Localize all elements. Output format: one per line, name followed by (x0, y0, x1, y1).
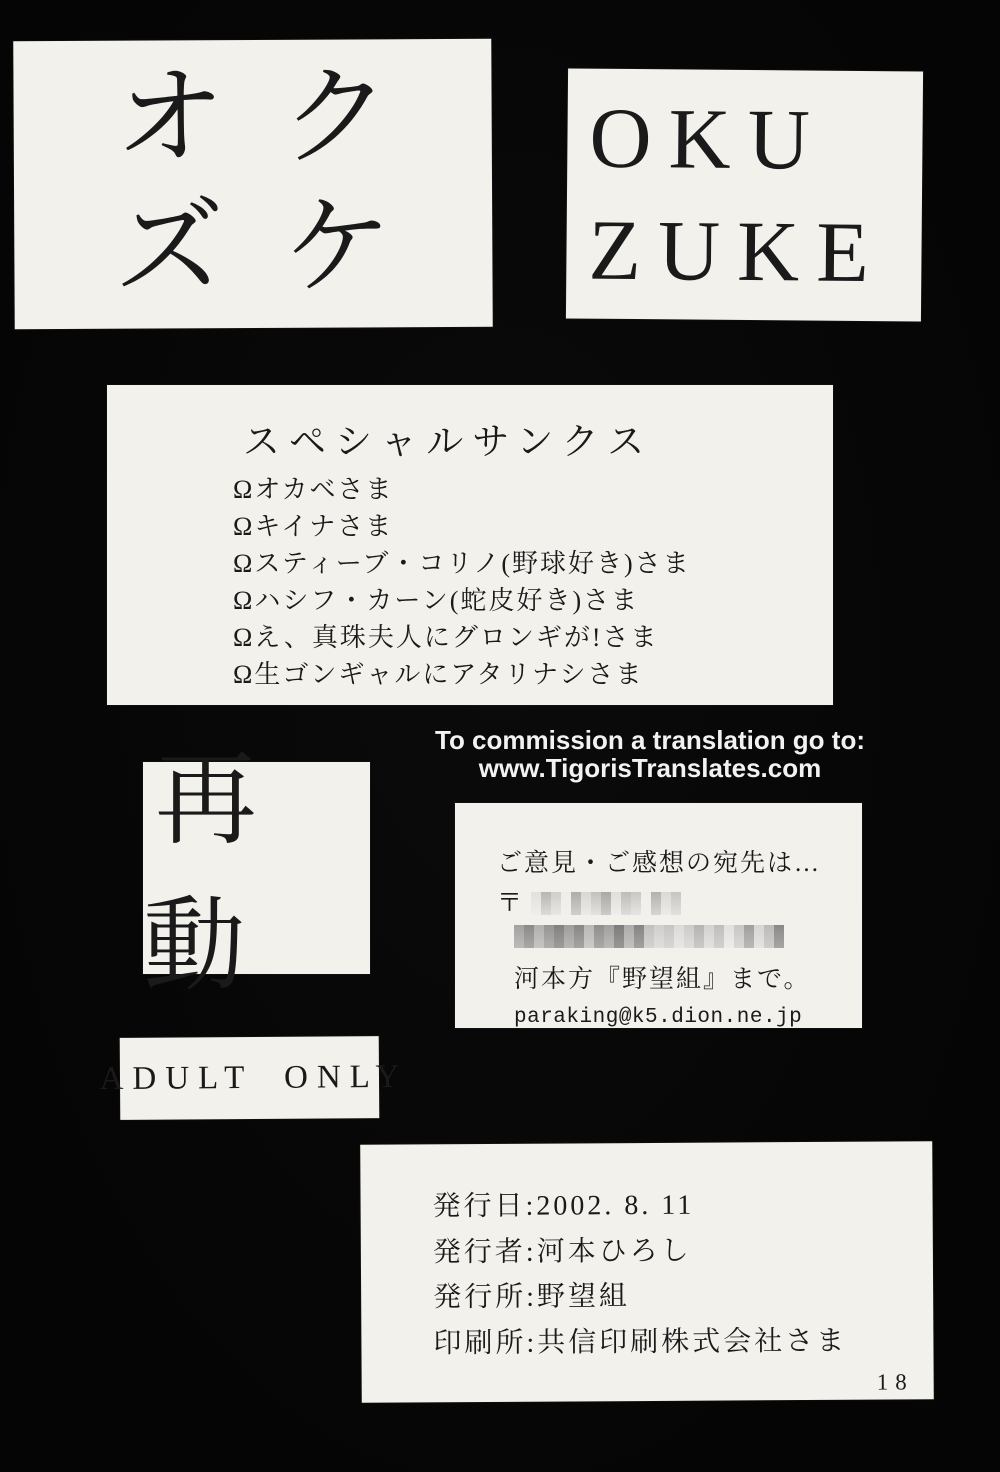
contact-box (455, 803, 862, 1028)
title-japanese (13, 39, 492, 315)
page-number: 18 (876, 1369, 914, 1395)
adult-only-box (99, 1036, 409, 1120)
contact-email: paraking@k5.dion.ne.jp (514, 1006, 803, 1029)
colophon-publishing-office: 発行所:野望組 (433, 1281, 631, 1314)
special-thanks-box (107, 385, 833, 705)
thanks-item: Ωスティーブ・コリノ(野球好き)さま (233, 549, 691, 578)
thanks-item: Ωえ、真珠夫人にグロンギが!さま (233, 623, 659, 652)
contact-heading: ご意見・ご感想の宛先は… (497, 850, 822, 877)
colophon-publisher: 発行者:河本ひろし (432, 1235, 692, 1268)
translation-credit-line1: To commission a translation go to: (435, 725, 865, 755)
contact-address-row (514, 925, 862, 948)
special-thanks-title: スペシャルサンクス (243, 422, 654, 463)
thanks-item: Ωハシフ・カーン(蛇皮好き)さま (233, 586, 640, 615)
colophon-publish-date: 発行日:2002. 8. 11 (432, 1189, 695, 1223)
thanks-item: Ωキイナさま (233, 512, 394, 541)
censored-postal-code (531, 892, 681, 915)
colophon-box (360, 1141, 934, 1402)
title-en-line2: ZUKE (588, 201, 887, 301)
translation-credit (420, 727, 880, 783)
colophon-printer: 印刷所:共信印刷株式会社さま (433, 1325, 848, 1360)
title-jp-line2: ズケ (114, 185, 451, 310)
title-en-line1: OKU (589, 89, 828, 188)
translation-credit-url: www.TigorisTranslates.com (478, 752, 822, 783)
censored-address (514, 925, 862, 948)
title-box-english (566, 68, 923, 321)
reprint-mark-box (143, 745, 370, 1004)
title-jp-line1: オク (114, 55, 449, 180)
postal-mark-icon: 〒 (497, 890, 523, 917)
thanks-item: Ω生ゴンギャルにアタリナシさま (233, 660, 644, 689)
contact-postal-row (497, 891, 862, 916)
contact-recipient: 河本方『野望組』まで。 (514, 966, 811, 993)
thanks-item: Ωオカベさま (233, 475, 394, 504)
title-box-japanese (13, 39, 493, 329)
title-english (566, 68, 923, 309)
adult-only-text: ADULT ONLY (99, 1058, 409, 1097)
reprint-mark-text: 再動 (143, 745, 269, 1004)
